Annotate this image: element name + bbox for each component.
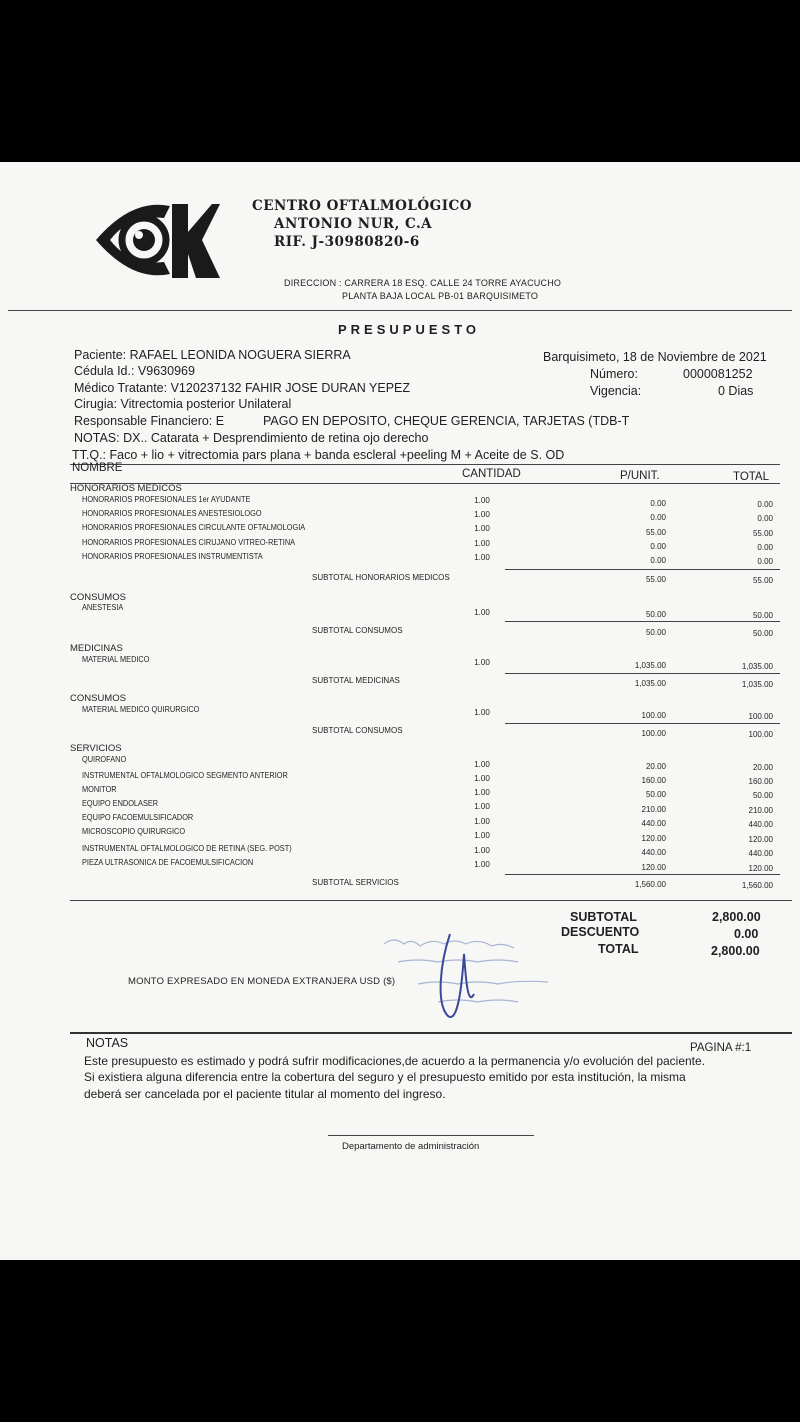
address-line-2: PLANTA BAJA LOCAL PB-01 BARQUISIMETO bbox=[342, 291, 539, 301]
line-item-qty: 1.00 bbox=[474, 496, 490, 505]
line-item-name: HONORARIOS PROFESIONALES 1er AYUDANTE bbox=[82, 495, 251, 504]
subtotal-rule bbox=[505, 874, 780, 875]
quote-document bbox=[0, 162, 800, 1260]
line-item-name: HONORARIOS PROFESIONALES CIRCULANTE OFTALMOLOGIA bbox=[82, 523, 306, 532]
notes-title: NOTAS bbox=[86, 1036, 129, 1050]
subtotal-unit: 1,035.00 bbox=[634, 679, 666, 688]
signature-line bbox=[328, 1135, 534, 1136]
line-item-qty: 1.00 bbox=[474, 608, 490, 617]
line-item-total: 50.00 bbox=[752, 791, 773, 800]
line-item-unit: 0.00 bbox=[650, 556, 666, 565]
stamp-graphic bbox=[378, 924, 588, 1034]
line-item-total: 120.00 bbox=[748, 864, 773, 873]
treatment: TT.Q.: Faco + lio + vitrectomia pars plana + banda escleral +peeling M + Aceite de S. OD bbox=[72, 448, 565, 462]
line-item-unit: 210.00 bbox=[641, 805, 666, 814]
subtotal-label: SUBTOTAL CONSUMOS bbox=[312, 626, 403, 635]
validity-label: Vigencia: bbox=[590, 384, 642, 398]
divider bbox=[70, 900, 792, 901]
line-item-qty: 1.00 bbox=[474, 524, 490, 533]
company-rif: RIF. J-30980820-6 bbox=[274, 234, 420, 250]
line-item-qty: 1.00 bbox=[474, 817, 490, 826]
line-item-unit: 50.00 bbox=[645, 790, 666, 799]
line-item-name: EQUIPO ENDOLASER bbox=[82, 799, 159, 808]
section-title: MEDICINAS bbox=[70, 643, 123, 654]
line-item-qty: 1.00 bbox=[474, 788, 490, 797]
grand-total-label: TOTAL bbox=[598, 942, 639, 956]
line-item-unit: 120.00 bbox=[641, 834, 666, 843]
line-item-total: 0.00 bbox=[757, 557, 773, 566]
line-item-qty: 1.00 bbox=[474, 760, 490, 769]
patient-name: Paciente: RAFAEL LEONIDA NOGUERA SIERRA bbox=[74, 348, 351, 362]
line-item-name: HONORARIOS PROFESIONALES CIRUJANO VITREO-RETINA bbox=[82, 538, 296, 547]
doc-title: PRESUPUESTO bbox=[338, 322, 481, 337]
line-item-name: MICROSCOPIO QUIRURGICO bbox=[82, 827, 186, 836]
section-title: HONORARIOS MEDICOS bbox=[70, 483, 182, 494]
company-name-2: ANTONIO NUR, C.A bbox=[274, 216, 433, 232]
page-number: PAGINA #:1 bbox=[690, 1042, 752, 1054]
divider bbox=[70, 464, 780, 465]
diagnosis-notes: NOTAS: DX.. Catarata + Desprendimiento de retina ojo derecho bbox=[74, 431, 429, 445]
discount-label: DESCUENTO bbox=[561, 925, 640, 939]
subtotal-rule bbox=[505, 673, 780, 674]
line-item-name: MATERIAL MEDICO QUIRURGICO bbox=[82, 705, 200, 714]
subtotal-unit: 100.00 bbox=[641, 729, 666, 738]
line-item-total: 55.00 bbox=[752, 529, 773, 538]
section-title: CONSUMOS bbox=[70, 592, 126, 603]
line-item-qty: 1.00 bbox=[474, 510, 490, 519]
notes-line-1: Este presupuesto es estimado y podrá sufrir modificaciones,de acuerdo a la permanencia y/o evolución del paciente. bbox=[84, 1054, 706, 1068]
line-item-name: MATERIAL MEDICO bbox=[82, 655, 150, 664]
col-nombre: NOMBRE bbox=[72, 462, 123, 474]
line-item-total: 0.00 bbox=[757, 500, 773, 509]
surgery: Cirugia: Vitrectomia posterior Unilateral bbox=[74, 397, 292, 411]
line-item-unit: 50.00 bbox=[645, 610, 666, 619]
line-item-unit: 55.00 bbox=[645, 528, 666, 537]
line-item-qty: 1.00 bbox=[474, 774, 490, 783]
currency-note: MONTO EXPRESADO EN MONEDA EXTRANJERA USD ($) bbox=[128, 976, 396, 987]
subtotal-total: 100.00 bbox=[748, 730, 773, 739]
line-item-unit: 100.00 bbox=[641, 711, 666, 720]
subtotal-rule bbox=[505, 621, 780, 622]
subtotal-rule bbox=[505, 723, 780, 724]
col-cantidad: CANTIDAD bbox=[462, 468, 521, 480]
line-item-total: 440.00 bbox=[748, 849, 773, 858]
line-item-name: INSTRUMENTAL OFTALMOLOGICO DE RETINA (SEG. POST) bbox=[82, 844, 292, 853]
section-title: CONSUMOS bbox=[70, 693, 126, 704]
line-item-name: PIEZA ULTRASONICA DE FACOEMULSIFICACION bbox=[82, 858, 254, 867]
line-item-unit: 0.00 bbox=[650, 499, 666, 508]
treating-doctor: Médico Tratante: V120237132 FAHIR JOSE DURAN YEPEZ bbox=[74, 381, 411, 395]
subtotal-unit: 50.00 bbox=[645, 628, 666, 637]
line-item-qty: 1.00 bbox=[474, 802, 490, 811]
line-item-qty: 1.00 bbox=[474, 831, 490, 840]
line-item-total: 50.00 bbox=[752, 611, 773, 620]
subtotal-label: SUBTOTAL CONSUMOS bbox=[312, 726, 403, 735]
line-item-unit: 1,035.00 bbox=[634, 661, 666, 670]
signature-label: Departamento de administración bbox=[342, 1141, 480, 1152]
grand-subtotal-value: 2,800.00 bbox=[712, 910, 761, 924]
line-item-total: 160.00 bbox=[748, 777, 773, 786]
subtotal-total: 1,560.00 bbox=[741, 881, 773, 890]
line-item-qty: 1.00 bbox=[474, 539, 490, 548]
line-item-name: HONORARIOS PROFESIONALES INSTRUMENTISTA bbox=[82, 552, 263, 561]
line-item-name: HONORARIOS PROFESIONALES ANESTESIOLOGO bbox=[82, 509, 262, 518]
subtotal-rule bbox=[505, 569, 780, 570]
line-item-unit: 0.00 bbox=[650, 513, 666, 522]
clinic-logo bbox=[92, 194, 222, 286]
section-title: SERVICIOS bbox=[70, 743, 122, 754]
divider bbox=[8, 310, 792, 311]
company-name: CENTRO OFTALMOLÓGICO bbox=[252, 198, 473, 214]
line-item-qty: 1.00 bbox=[474, 846, 490, 855]
subtotal-label: SUBTOTAL MEDICINAS bbox=[312, 676, 400, 685]
number-label: Número: bbox=[590, 367, 638, 381]
subtotal-unit: 1,560.00 bbox=[634, 880, 666, 889]
line-item-name: ANESTESIA bbox=[82, 603, 124, 612]
line-item-total: 0.00 bbox=[757, 543, 773, 552]
col-total: TOTAL bbox=[733, 471, 769, 483]
line-item-unit: 20.00 bbox=[645, 762, 666, 771]
discount-value: 0.00 bbox=[734, 927, 759, 941]
notes-line-2: Si existiera alguna diferencia entre la cobertura del seguro y el presupuesto emitido por esta institución, la misma bbox=[84, 1070, 686, 1084]
line-item-total: 0.00 bbox=[757, 514, 773, 523]
line-item-name: EQUIPO FACOEMULSIFICADOR bbox=[82, 813, 194, 822]
line-item-unit: 0.00 bbox=[650, 542, 666, 551]
patient-id: Cédula Id.: V9630969 bbox=[74, 364, 195, 378]
line-item-total: 120.00 bbox=[748, 835, 773, 844]
line-item-qty: 1.00 bbox=[474, 553, 490, 562]
line-item-unit: 440.00 bbox=[641, 848, 666, 857]
grand-subtotal-label: SUBTOTAL bbox=[570, 910, 637, 924]
line-item-unit: 120.00 bbox=[641, 863, 666, 872]
line-item-total: 20.00 bbox=[752, 763, 773, 772]
subtotal-total: 1,035.00 bbox=[741, 680, 773, 689]
col-punit: P/UNIT. bbox=[620, 470, 660, 482]
subtotal-total: 50.00 bbox=[752, 629, 773, 638]
number-value: 0000081252 bbox=[683, 367, 753, 381]
payment-method: PAGO EN DEPOSITO, CHEQUE GERENCIA, TARJETAS (TDB-T bbox=[263, 414, 630, 428]
subtotal-label: SUBTOTAL SERVICIOS bbox=[312, 878, 399, 887]
financial-responsible: Responsable Financiero: E bbox=[74, 414, 225, 428]
line-item-name: QUIROFANO bbox=[82, 755, 127, 764]
subtotal-label: SUBTOTAL HONORARIOS MEDICOS bbox=[312, 573, 450, 582]
line-item-total: 100.00 bbox=[748, 712, 773, 721]
line-item-total: 210.00 bbox=[748, 806, 773, 815]
grand-total-value: 2,800.00 bbox=[711, 944, 760, 958]
subtotal-unit: 55.00 bbox=[645, 575, 666, 584]
line-item-unit: 440.00 bbox=[641, 819, 666, 828]
divider bbox=[70, 1032, 792, 1034]
city-date: Barquisimeto, 18 de Noviembre de 2021 bbox=[543, 350, 767, 364]
line-item-total: 1,035.00 bbox=[741, 662, 773, 671]
line-item-name: INSTRUMENTAL OFTALMOLOGICO SEGMENTO ANTERIOR bbox=[82, 771, 288, 780]
line-item-total: 440.00 bbox=[748, 820, 773, 829]
line-item-qty: 1.00 bbox=[474, 708, 490, 717]
subtotal-total: 55.00 bbox=[752, 576, 773, 585]
line-item-qty: 1.00 bbox=[474, 860, 490, 869]
line-item-qty: 1.00 bbox=[474, 658, 490, 667]
address-line-1: DIRECCION : CARRERA 18 ESQ. CALLE 24 TORRE AYACUCHO bbox=[284, 278, 562, 288]
validity-value: 0 Dias bbox=[718, 384, 754, 398]
line-item-name: MONITOR bbox=[82, 785, 117, 794]
notes-line-3: deberá ser cancelada por el paciente titular al momento del ingreso. bbox=[84, 1087, 446, 1101]
line-item-unit: 160.00 bbox=[641, 776, 666, 785]
